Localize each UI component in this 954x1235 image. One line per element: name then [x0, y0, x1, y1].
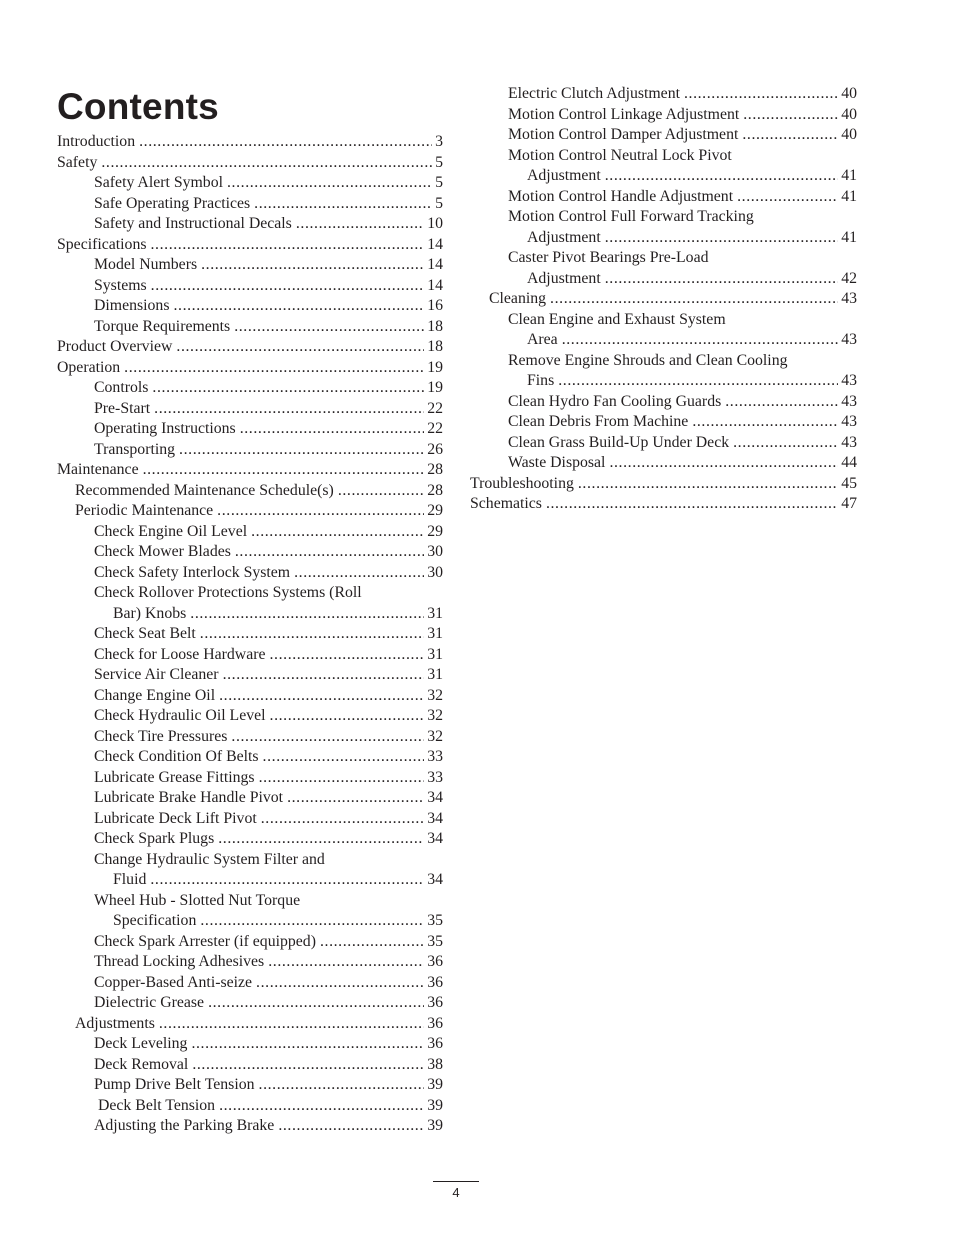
dot-leader [143, 460, 425, 480]
toc-entry-title: Copper-Based Anti-seize [94, 973, 253, 991]
toc-entry-page: 43 [841, 372, 857, 389]
page-title: Contents [57, 86, 219, 127]
toc-entry-title: Product Overview [57, 338, 173, 355]
toc-entry[interactable] [508, 84, 857, 104]
dot-leader [101, 153, 432, 173]
toc-entry[interactable] [57, 153, 443, 173]
toc-entry[interactable] [94, 706, 443, 726]
toc-entry-page: 38 [427, 1055, 443, 1073]
dot-leader [218, 829, 424, 849]
toc-entry[interactable] [94, 809, 443, 829]
dot-leader [251, 522, 424, 542]
toc-entry-title: Torque Requirements [94, 317, 231, 335]
dot-leader [219, 686, 424, 706]
toc-entry-title: Dimensions [94, 297, 170, 314]
toc-entry[interactable] [94, 522, 443, 542]
toc-entry[interactable] [94, 952, 443, 972]
toc-entry-page: 41 [841, 167, 857, 184]
toc-entry[interactable] [57, 358, 443, 378]
dot-leader [562, 330, 839, 350]
toc-entry-page: 32 [427, 727, 443, 745]
toc-entry-page: 32 [427, 686, 443, 704]
dot-leader [743, 105, 838, 125]
toc-entry-page: 18 [427, 317, 443, 335]
toc-entry-title-continued: Adjustment [527, 228, 601, 246]
toc-entry-page: 36 [427, 973, 443, 991]
toc-entry-page: 44 [841, 454, 857, 471]
toc-entry-page: 40 [841, 105, 857, 123]
toc-entry[interactable] [489, 289, 857, 309]
toc-entry-title: Adjusting the Parking Brake [94, 1117, 275, 1134]
dot-leader [231, 727, 424, 747]
dot-leader [154, 399, 424, 419]
dot-leader [578, 474, 838, 494]
toc-entry-page: 5 [435, 153, 443, 171]
toc-entry[interactable] [94, 932, 443, 952]
toc-entry-page: 31 [427, 604, 443, 622]
toc-entry-title-continued: Fins [527, 372, 555, 389]
toc-entry[interactable] [57, 460, 443, 480]
toc-entry-title: Clean Grass Build-Up Under Deck [508, 433, 730, 451]
dot-leader [725, 392, 838, 412]
dot-leader [268, 952, 424, 972]
toc-entry-page: 10 [427, 215, 443, 232]
toc-entry[interactable] [94, 727, 443, 747]
toc-entry-title: Troubleshooting [470, 474, 574, 492]
toc-entry-title-continued: Bar) Knobs [113, 604, 187, 622]
toc-entry-title: Motion Control Linkage Adjustment [508, 105, 740, 123]
toc-entry-title: Service Air Cleaner [94, 666, 219, 683]
toc-entry-title[interactable]: Change Hydraulic System Filter and [94, 850, 325, 868]
toc-entry[interactable] [94, 194, 443, 214]
dot-leader [173, 296, 424, 316]
toc-entry-title: Check Condition Of Belts [94, 748, 259, 765]
toc-entry-page: 35 [427, 932, 443, 950]
toc-entry-title: Lubricate Grease Fittings [94, 768, 255, 786]
dot-leader [223, 665, 425, 685]
toc-entry[interactable] [527, 330, 857, 350]
dot-leader [296, 214, 424, 234]
toc-entry-title: Thread Locking Adhesives [94, 953, 265, 970]
toc-entry-page: 43 [841, 331, 857, 348]
toc-entry[interactable] [75, 481, 443, 501]
toc-entry-title[interactable]: Clean Engine and Exhaust System [508, 310, 726, 328]
toc-entry-title: Operating Instructions [94, 420, 236, 437]
toc-entry-title: Deck Removal [94, 1055, 189, 1073]
dot-leader [208, 993, 424, 1013]
dot-leader [605, 166, 838, 186]
toc-entry-page: 43 [841, 392, 857, 410]
toc-entry-page: 36 [427, 994, 443, 1011]
toc-entry[interactable] [527, 269, 857, 289]
dot-leader [152, 378, 424, 398]
toc-entry-page: 34 [427, 809, 443, 827]
dot-leader [179, 440, 424, 460]
toc-entry-title[interactable]: Motion Control Full Forward Tracking [508, 208, 754, 225]
toc-entry-title: Check Tire Pressures [94, 727, 228, 745]
toc-entry[interactable] [508, 187, 857, 207]
dot-leader [605, 269, 838, 289]
toc-entry-page: 18 [427, 338, 443, 355]
toc-entry-title: Schematics [470, 495, 542, 512]
toc-entry-title-continued: Adjustment [527, 269, 601, 287]
toc-entry-title[interactable]: Wheel Hub - Slotted Nut Torque [94, 891, 301, 909]
toc-entry-title: Model Numbers [94, 256, 198, 273]
toc-entry-page: 47 [841, 495, 857, 512]
toc-entry-title: Safety and Instructional Decals [94, 215, 292, 232]
toc-entry-page: 36 [427, 1035, 443, 1052]
dot-leader [227, 173, 432, 193]
toc-entry-page: 31 [427, 666, 443, 683]
dot-leader [278, 1116, 424, 1136]
toc-entry-page: 35 [427, 912, 443, 929]
dot-leader [733, 433, 838, 453]
dot-leader [235, 542, 424, 562]
toc-entry-page: 40 [841, 126, 857, 143]
toc-entry[interactable] [470, 474, 857, 494]
toc-entry[interactable] [94, 1055, 443, 1075]
toc-entry-page: 14 [427, 276, 443, 294]
toc-entry-page: 28 [427, 481, 443, 499]
toc-entry[interactable] [94, 563, 443, 583]
toc-entry[interactable] [527, 371, 857, 391]
toc-entry-title: Specifications [57, 235, 147, 253]
toc-entry[interactable] [508, 433, 857, 453]
dot-leader [254, 194, 432, 214]
toc-entry-title: Adjustments [75, 1014, 155, 1032]
dot-leader [684, 84, 838, 104]
toc-entry-title: Check for Loose Hardware [94, 645, 266, 663]
toc-entry[interactable] [94, 399, 443, 419]
toc-entry-page: 39 [427, 1117, 443, 1134]
toc-entry-title: Clean Debris From Machine [508, 413, 689, 430]
dot-leader [139, 132, 432, 152]
toc-entry[interactable] [94, 686, 443, 706]
toc-entry-page: 34 [427, 789, 443, 806]
dot-leader [742, 125, 838, 145]
dot-leader [219, 1096, 424, 1116]
toc-entry-title-continued: Adjustment [527, 167, 601, 184]
toc-entry[interactable] [94, 788, 443, 808]
dot-leader [217, 501, 424, 521]
dot-leader [234, 317, 424, 337]
toc-entry[interactable] [94, 973, 443, 993]
toc-entry[interactable] [94, 296, 443, 316]
toc-entry-page: 45 [841, 474, 857, 492]
toc-entry-page: 34 [427, 871, 443, 888]
toc-entry-title: Change Engine Oil [94, 686, 216, 704]
toc-entry[interactable] [508, 125, 857, 145]
toc-entry[interactable] [94, 542, 443, 562]
toc-entry[interactable] [94, 645, 443, 665]
toc-entry-page: 36 [427, 1014, 443, 1032]
dot-leader [605, 228, 838, 248]
toc-entry-title: Lubricate Deck Lift Pivot [94, 809, 257, 827]
toc-entry-page: 14 [427, 256, 443, 273]
toc-entry-title: Safety Alert Symbol [94, 174, 223, 191]
toc-entry[interactable] [527, 228, 857, 248]
toc-entry-page: 31 [427, 625, 443, 642]
dot-leader [190, 604, 424, 624]
toc-entry[interactable] [94, 255, 443, 275]
dot-leader [261, 809, 424, 829]
dot-leader [263, 747, 425, 767]
toc-entry[interactable] [94, 317, 443, 337]
toc-entry[interactable] [57, 235, 443, 255]
dot-leader [240, 419, 425, 439]
toc-entry-page: 39 [427, 1096, 443, 1114]
toc-entry[interactable] [94, 173, 443, 193]
toc-entry[interactable] [94, 665, 443, 685]
toc-entry[interactable] [94, 378, 443, 398]
dot-leader [200, 624, 424, 644]
toc-entry-page: 33 [427, 748, 443, 765]
toc-entry-page: 30 [427, 563, 443, 581]
dot-leader [150, 870, 424, 890]
toc-entry-title[interactable]: Motion Control Neutral Lock Pivot [508, 146, 732, 164]
page-number: 4 [452, 1185, 460, 1200]
toc-entry[interactable] [508, 412, 857, 432]
toc-entry-page: 19 [427, 358, 443, 376]
toc-entry-page: 32 [427, 707, 443, 724]
toc-entry-page: 36 [427, 953, 443, 970]
toc-entry[interactable] [94, 624, 443, 644]
dot-leader [151, 235, 425, 255]
dot-leader [176, 337, 424, 357]
toc-entry-title: Lubricate Brake Handle Pivot [94, 789, 284, 806]
dot-leader [192, 1055, 424, 1075]
toc-entry-page: 29 [427, 502, 443, 519]
dot-leader [609, 453, 838, 473]
dot-leader [550, 289, 838, 309]
toc-entry-title: Maintenance [57, 461, 139, 478]
dot-leader [737, 187, 838, 207]
toc-entry-page: 34 [427, 830, 443, 847]
toc-entry-title: Check Engine Oil Level [94, 522, 248, 540]
toc-entry[interactable] [94, 768, 443, 788]
toc-entry[interactable] [508, 453, 857, 473]
toc-entry[interactable] [94, 276, 443, 296]
toc-entry-page: 22 [427, 399, 443, 417]
dot-leader [558, 371, 838, 391]
toc-entry-title-continued: Fluid [113, 871, 147, 888]
dot-leader [294, 563, 424, 583]
toc-entry-page: 14 [427, 235, 443, 253]
toc-entry-page: 22 [427, 420, 443, 437]
toc-entry-page: 41 [841, 228, 857, 246]
toc-entry-title: Pre-Start [94, 399, 151, 417]
dot-leader [159, 1014, 424, 1034]
toc-entry[interactable] [75, 501, 443, 521]
dot-leader [546, 494, 838, 514]
toc-entry[interactable] [113, 604, 443, 624]
dot-leader [200, 911, 424, 931]
toc-entry-title: Safe Operating Practices [94, 194, 251, 212]
toc-entry-page: 42 [841, 269, 857, 287]
toc-entry-title[interactable]: Caster Pivot Bearings Pre-Load [508, 249, 709, 266]
toc-entry-title: Systems [94, 276, 147, 294]
footer-rule [433, 1181, 479, 1182]
toc-entry-title: Motion Control Damper Adjustment [508, 126, 739, 143]
toc-entry-title: Pump Drive Belt Tension [94, 1076, 255, 1093]
toc-entry[interactable] [98, 1096, 443, 1116]
toc-entry[interactable] [57, 337, 443, 357]
toc-entry-title: Transporting [94, 440, 176, 458]
toc-entry[interactable] [75, 1014, 443, 1034]
toc-entry-title: Electric Clutch Adjustment [508, 85, 680, 102]
toc-entry-page: 3 [435, 133, 443, 150]
dot-leader [320, 932, 424, 952]
toc-entry-title: Check Safety Interlock System [94, 563, 291, 581]
toc-entry[interactable] [94, 1116, 443, 1136]
toc-entry[interactable] [508, 105, 857, 125]
toc-entry-title: Check Spark Arrester (if equipped) [94, 932, 316, 950]
toc-entry-page: 28 [427, 461, 443, 478]
toc-entry-title[interactable]: Remove Engine Shrouds and Clean Cooling [508, 351, 788, 369]
toc-entry-page: 16 [427, 297, 443, 314]
dot-leader [256, 973, 424, 993]
toc-entry-title: Controls [94, 379, 149, 396]
toc-entry-title: Motion Control Handle Adjustment [508, 187, 734, 205]
toc-entry-page: 19 [427, 379, 443, 396]
dot-leader [201, 255, 424, 275]
toc-entry-page: 30 [427, 543, 443, 560]
toc-entry-page: 5 [435, 174, 443, 191]
dot-leader [270, 645, 425, 665]
toc-entry-page: 39 [427, 1076, 443, 1093]
toc-entry-page: 40 [841, 85, 857, 102]
toc-entry-title: Check Seat Belt [94, 625, 196, 642]
dot-leader [270, 706, 425, 726]
toc-entry-title: Introduction [57, 133, 136, 150]
toc-entry-title: Recommended Maintenance Schedule(s) [75, 481, 334, 499]
toc-entry-page: 43 [841, 433, 857, 451]
toc-entry[interactable] [94, 1075, 443, 1095]
dot-leader [151, 276, 425, 296]
dot-leader [124, 358, 424, 378]
toc-entry-title: Check Spark Plugs [94, 830, 215, 847]
toc-entry-page: 43 [841, 413, 857, 430]
toc-entry-page: 29 [427, 522, 443, 540]
toc-entry[interactable] [94, 993, 443, 1013]
dot-leader [259, 1075, 425, 1095]
dot-leader [287, 788, 424, 808]
toc-entry-page: 31 [427, 645, 443, 663]
toc-entry[interactable] [527, 166, 857, 186]
toc-entry[interactable] [470, 494, 857, 514]
toc-entry[interactable] [57, 132, 443, 152]
toc-entry-title: Dielectric Grease [94, 994, 205, 1011]
toc-entry-title: Cleaning [489, 290, 547, 307]
toc-entry[interactable] [94, 1034, 443, 1054]
toc-entry-title: Clean Hydro Fan Cooling Guards [508, 392, 722, 410]
toc-entry-page: 33 [427, 768, 443, 786]
toc-entry[interactable] [94, 747, 443, 767]
toc-entry[interactable] [113, 870, 443, 890]
toc-entry[interactable] [94, 214, 443, 234]
dot-leader [259, 768, 425, 788]
toc-entry-title: Deck Belt Tension [98, 1096, 216, 1114]
toc-entry-title[interactable]: Check Rollover Protections Systems (Roll [94, 584, 362, 601]
toc-entry[interactable] [94, 829, 443, 849]
toc-entry-title: Periodic Maintenance [75, 502, 214, 519]
toc-entry-title: Check Mower Blades [94, 543, 231, 560]
toc-entry[interactable] [508, 392, 857, 412]
toc-entry-title: Check Hydraulic Oil Level [94, 707, 266, 724]
toc-entry-page: 43 [841, 290, 857, 307]
toc-entry-title-continued: Specification [113, 912, 197, 929]
dot-leader [692, 412, 838, 432]
toc-entry-title-continued: Area [527, 331, 558, 348]
toc-entry-page: 41 [841, 187, 857, 205]
toc-entry-title: Waste Disposal [508, 454, 606, 471]
toc-entry-page: 5 [435, 194, 443, 212]
toc-entry-title: Safety [57, 153, 98, 171]
toc-entry-title: Operation [57, 358, 121, 376]
toc-entry[interactable] [94, 440, 443, 460]
dot-leader [338, 481, 424, 501]
dot-leader [191, 1034, 424, 1054]
toc-entry-title: Deck Leveling [94, 1035, 188, 1052]
toc-entry[interactable] [113, 911, 443, 931]
toc-entry-page: 26 [427, 440, 443, 458]
toc-entry[interactable] [94, 419, 443, 439]
